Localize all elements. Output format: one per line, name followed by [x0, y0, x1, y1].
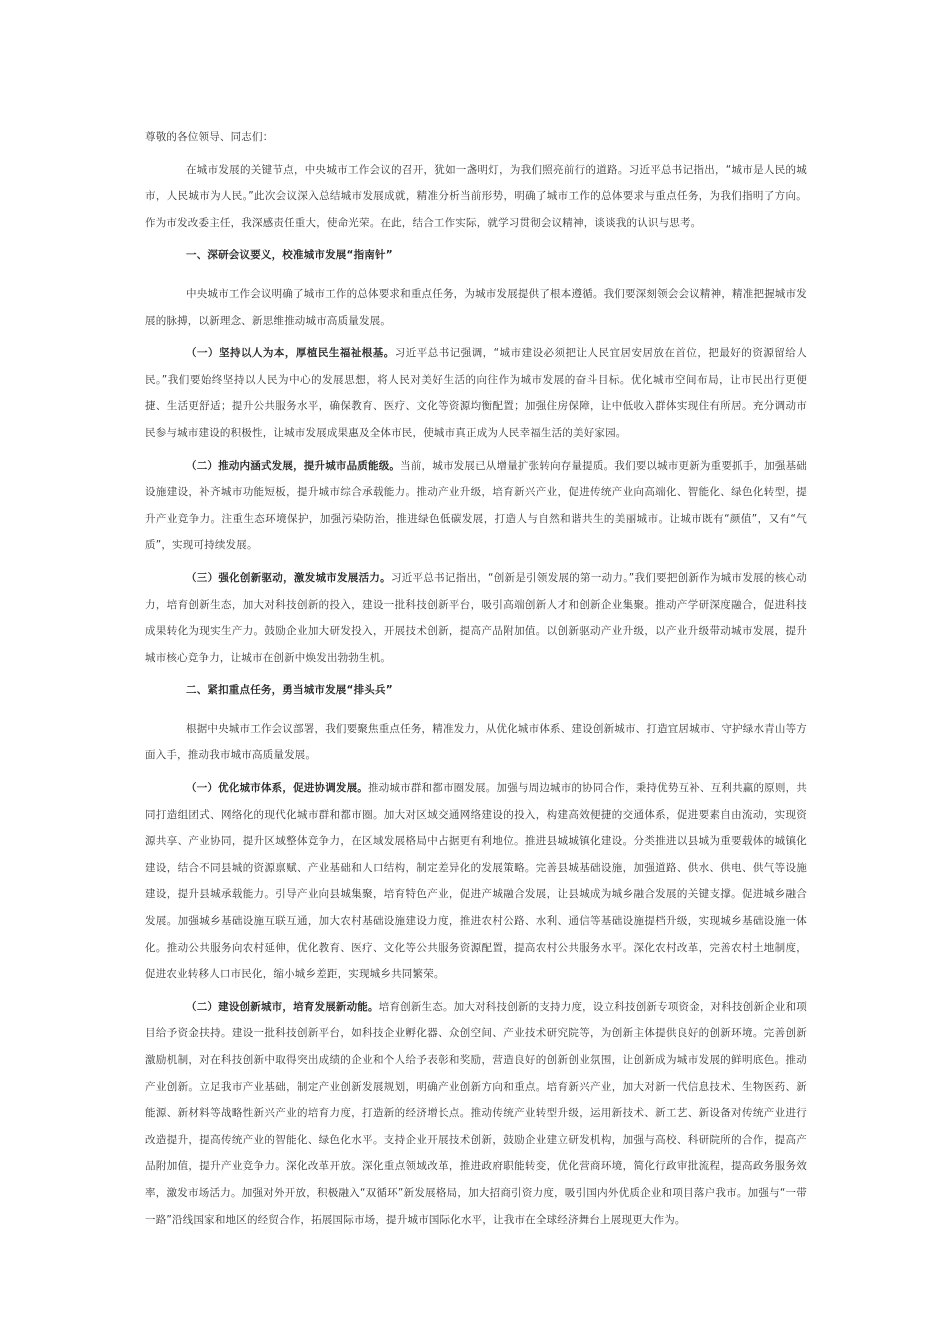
- section-1-item-1-body: 习近平总书记强调，“城市建设必须把让人民宜居安居放在首位，把最好的资源留给人民。”我们要始终坚持以人民为中心的发展思想，将人民对美好生活的向往作为城市发展的奋斗目标。优化城市空间布局，让市民出行更便捷、生活更舒适；提升公共服务水平，确保教育、医疗、文化等资源均衡配置；加强住房保障，让中低收入群体实现住有所居。充分调动市民参与城市建设的积极性，让城市发展成果惠及全体市民，使城市真正成为人民幸福生活的美好家园。: [145, 347, 807, 439]
- section-1-item-3-title: （三）强化创新驱动，激发城市发展活力。: [186, 571, 391, 584]
- section-1-item-2: [145, 453, 807, 559]
- section-2-item-2-body: 培育创新生态。加大对科技创新的支持力度，设立科技创新专项资金，对科技创新企业和项目给予资金扶持。建设一批科技创新平台，如科技企业孵化器、众创空间、产业技术研究院等，为创新主体提供良好的创新环境。完善创新激励机制，对在科技创新中取得突出成绩的企业和个人给予表彰和奖励，营造良好的创新创业氛围，让创新成为城市发展的鲜明底色。推动产业创新。立足我市产业基础，制定产业创新发展规划，明确产业创新方向和重点。培育新兴产业，加大对新一代信息技术、生物医药、新能源、新材料等战略性新兴产业的培育力度，打造新的经济增长点。推动传统产业转型升级，运用新技术、新工艺、新设备对传统产业进行改造提升，提高传统产业的智能化、绿色化水平。支持企业开展技术创新，鼓励企业建立研发机构，加强与高校、科研院所的合作，提高产品附加值，提升产业竞争力。深化改革开放。深化重点领域改革，推进政府职能转变，优化营商环境，简化行政审批流程，提高政务服务效率，激发市场活力。加强对外开放，积极融入“双循环”新发展格局，加大招商引资力度，吸引国内外优质企业和项目落户我市。加强与“一带一路”沿线国家和地区的经贸合作，拓展国际市场，提升城市国际化水平，让我市在全球经济舞台上展现更大作为。: [145, 1000, 807, 1226]
- section-2-item-1: [145, 775, 807, 988]
- section-1-item-3: [145, 565, 807, 671]
- section-1-item-1-title: （一）坚持以人为本，厚植民生福祉根基。: [186, 347, 395, 360]
- section-1-intro: 中央城市工作会议明确了城市工作的总体要求和重点任务，为城市发展提供了根本遵循。我们要深刻领会会议精神，精准把握城市发展的脉搏，以新理念、新思维推动城市高质量发展。: [145, 287, 807, 327]
- section-2-item-1-body: 推动城市群和都市圈发展。加强与周边城市的协同合作，秉持优势互补、互利共赢的原则，共同打造组团式、网络化的现代化城市群和都市圈。加大对区域交通网络建设的投入，构建高效便捷的交通体系，促进要素自由流动，实现资源共享、产业协同，提升区域整体竞争力，在区域发展格局中占据更有利地位。推进县城城镇化建设。分类推进以县城为重要载体的城镇化建设，结合不同县城的资源禀赋、产业基础和人口结构，制定差异化的发展策略。完善县城基础设施，加强道路、供水、供电、供气等设施建设，提升县城承载能力。引导产业向县城集聚，培育特色产业，促进产城融合发展，让县城成为城乡融合发展的关键支撑。促进城乡融合发展。加强城乡基础设施互联互通，加大农村基础设施建设力度，推进农村公路、水利、通信等基础设施提档升级，实现城乡基础设施一体化。推动公共服务向农村延伸，优化教育、医疗、文化等公共服务资源配置，提高农村公共服务水平。深化农村改革，完善农村土地制度，促进农业转移人口市民化，缩小城乡差距，实现城乡共同繁荣。: [145, 782, 808, 981]
- section-1-heading: 一、深研会议要义，校准城市发展“指南针”: [186, 249, 393, 262]
- section-2-item-2: [145, 994, 807, 1233]
- salutation: 尊敬的各位领导、同志们：: [145, 131, 274, 143]
- section-2-item-2-title: （二）建设创新城市，培育发展新动能。: [186, 1000, 379, 1013]
- section-1-item-3-body: 习近平总书记指出，“创新是引领发展的第一动力。”我们要把创新作为城市发展的核心动力，培育创新生态，加大对科技创新的投入，建设一批科技创新平台，吸引高端创新人才和创新企业集聚。推动产学研深度融合，促进科技成果转化为现实生产力。鼓励企业加大研发投入，开展技术创新，提高产品附加值。以创新驱动产业升级，以产业升级带动城市发展，提升城市核心竞争力，让城市在创新中焕发出勃勃生机。: [145, 571, 807, 664]
- section-2-heading: 二、紧扣重点任务，勇当城市发展“排头兵”: [186, 684, 393, 697]
- section-2-intro: 根据中央城市工作会议部署，我们要聚焦重点任务，精准发力，从优化城市体系、建设创新城市、打造宜居城市、守护绿水青山等方面入手，推动我市城市高质量发展。: [145, 722, 807, 762]
- intro-paragraph: 在城市发展的关键节点，中央城市工作会议的召开，犹如一盏明灯，为我们照亮前行的道路。习近平总书记指出，“城市是人民的城市，人民城市为人民。”此次会议深入总结城市发展成就，精准分析当前形势，明确了城市工作的总体要求与重点任务，为我们指明了方向。作为市发改委主任，我深感责任重大，使命光荣。在此，结合工作实际，就学习贯彻会议精神，谈谈我的认识与思考。: [145, 163, 807, 229]
- section-1-item-2-body: 当前，城市发展已从增量扩张转向存量提质。我们要以城市更新为重要抓手，加强基础设施建设，补齐城市功能短板，提升城市综合承载能力。推动产业升级，培育新兴产业，促进传统产业向高端化、智能化、绿色化转型，提升产业竞争力。注重生态环境保护，加强污染防治，推进绿色低碳发展，打造人与自然和谐共生的美丽城市。让城市既有“颜值”，又有“气质”，实现可持续发展。: [145, 459, 807, 552]
- section-1-item-1: [145, 340, 807, 446]
- document-body: [145, 124, 807, 1239]
- section-2-item-1-title: （一）优化城市体系，促进协调发展。: [186, 782, 369, 795]
- section-1-item-2-title: （二）推动内涵式发展，提升城市品质能级。: [186, 459, 401, 472]
